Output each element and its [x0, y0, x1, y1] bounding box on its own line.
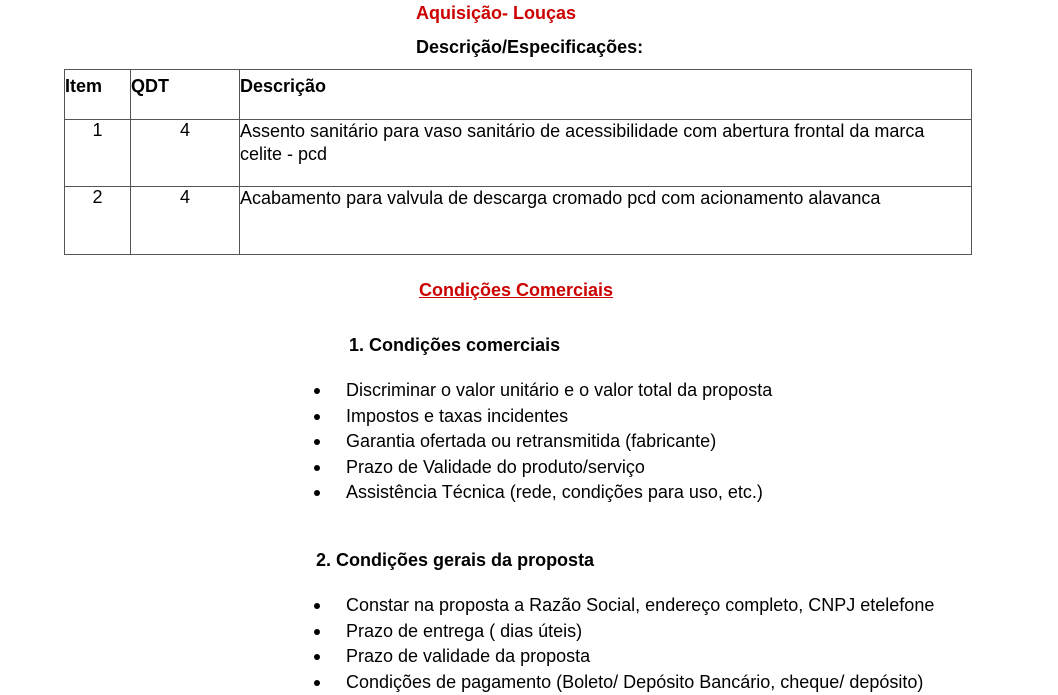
items-table — [64, 69, 972, 255]
table-header-row — [65, 70, 972, 120]
list-item-text: Prazo de Validade do produto/serviço — [346, 457, 645, 477]
list-item — [310, 619, 934, 645]
list-item — [310, 480, 772, 506]
column-header-item: Item — [65, 70, 131, 120]
list-item — [310, 670, 934, 695]
list-item-text: Assistência Técnica (rede, condições para uso, etc.) — [346, 482, 763, 502]
list-item-text: Garantia ofertada ou retransmitida (fabricante) — [346, 431, 716, 451]
cell-descricao: Acabamento para valvula de descarga cromado pcd com acionamento alavanca — [240, 187, 972, 255]
list-item-text: Constar na proposta a Razão Social, endereço completo, CNPJ etelefone — [346, 595, 934, 615]
list-item-text: Prazo de validade da proposta — [346, 646, 590, 666]
bullet-icon — [314, 603, 320, 609]
table-row — [65, 187, 972, 255]
list-item — [310, 644, 934, 670]
list-item — [310, 404, 772, 430]
cell-qdt: 4 — [131, 187, 240, 255]
bullet-icon — [314, 490, 320, 496]
bullet-icon — [314, 414, 320, 420]
bullet-icon — [314, 465, 320, 471]
list-item-text: Condições de pagamento (Boleto/ Depósito Bancário, cheque/ depósito) — [346, 672, 923, 692]
specifications-subtitle: Descrição/Especificações: — [416, 37, 643, 58]
column-header-descricao: Descrição — [240, 70, 972, 120]
bullet-icon — [314, 629, 320, 635]
bullet-icon — [314, 680, 320, 686]
bullet-icon — [314, 439, 320, 445]
list-item — [310, 378, 772, 404]
bullet-icon — [314, 388, 320, 394]
cell-descricao: Assento sanitário para vaso sanitário de acessibilidade com abertura frontal da marca celite - pcd — [240, 120, 972, 187]
list-item — [310, 455, 772, 481]
cell-item: 1 — [65, 120, 131, 187]
list-item — [310, 429, 772, 455]
bullet-icon — [314, 654, 320, 660]
list-item-text: Prazo de entrega ( dias úteis) — [346, 621, 582, 641]
table-row — [65, 120, 972, 187]
list-item — [310, 593, 934, 619]
list-item-text: Impostos e taxas incidentes — [346, 406, 568, 426]
section-1-list — [310, 378, 772, 506]
commercial-conditions-heading: Condições Comerciais — [419, 280, 613, 301]
section-2-heading: 2. Condições gerais da proposta — [316, 550, 594, 571]
list-item-text: Discriminar o valor unitário e o valor total da proposta — [346, 380, 772, 400]
column-header-qdt: QDT — [131, 70, 240, 120]
section-1-heading: 1. Condições comerciais — [349, 335, 560, 356]
page-title: Aquisição- Louças — [416, 3, 576, 24]
cell-item: 2 — [65, 187, 131, 255]
section-2-list — [310, 593, 934, 695]
cell-qdt: 4 — [131, 120, 240, 187]
